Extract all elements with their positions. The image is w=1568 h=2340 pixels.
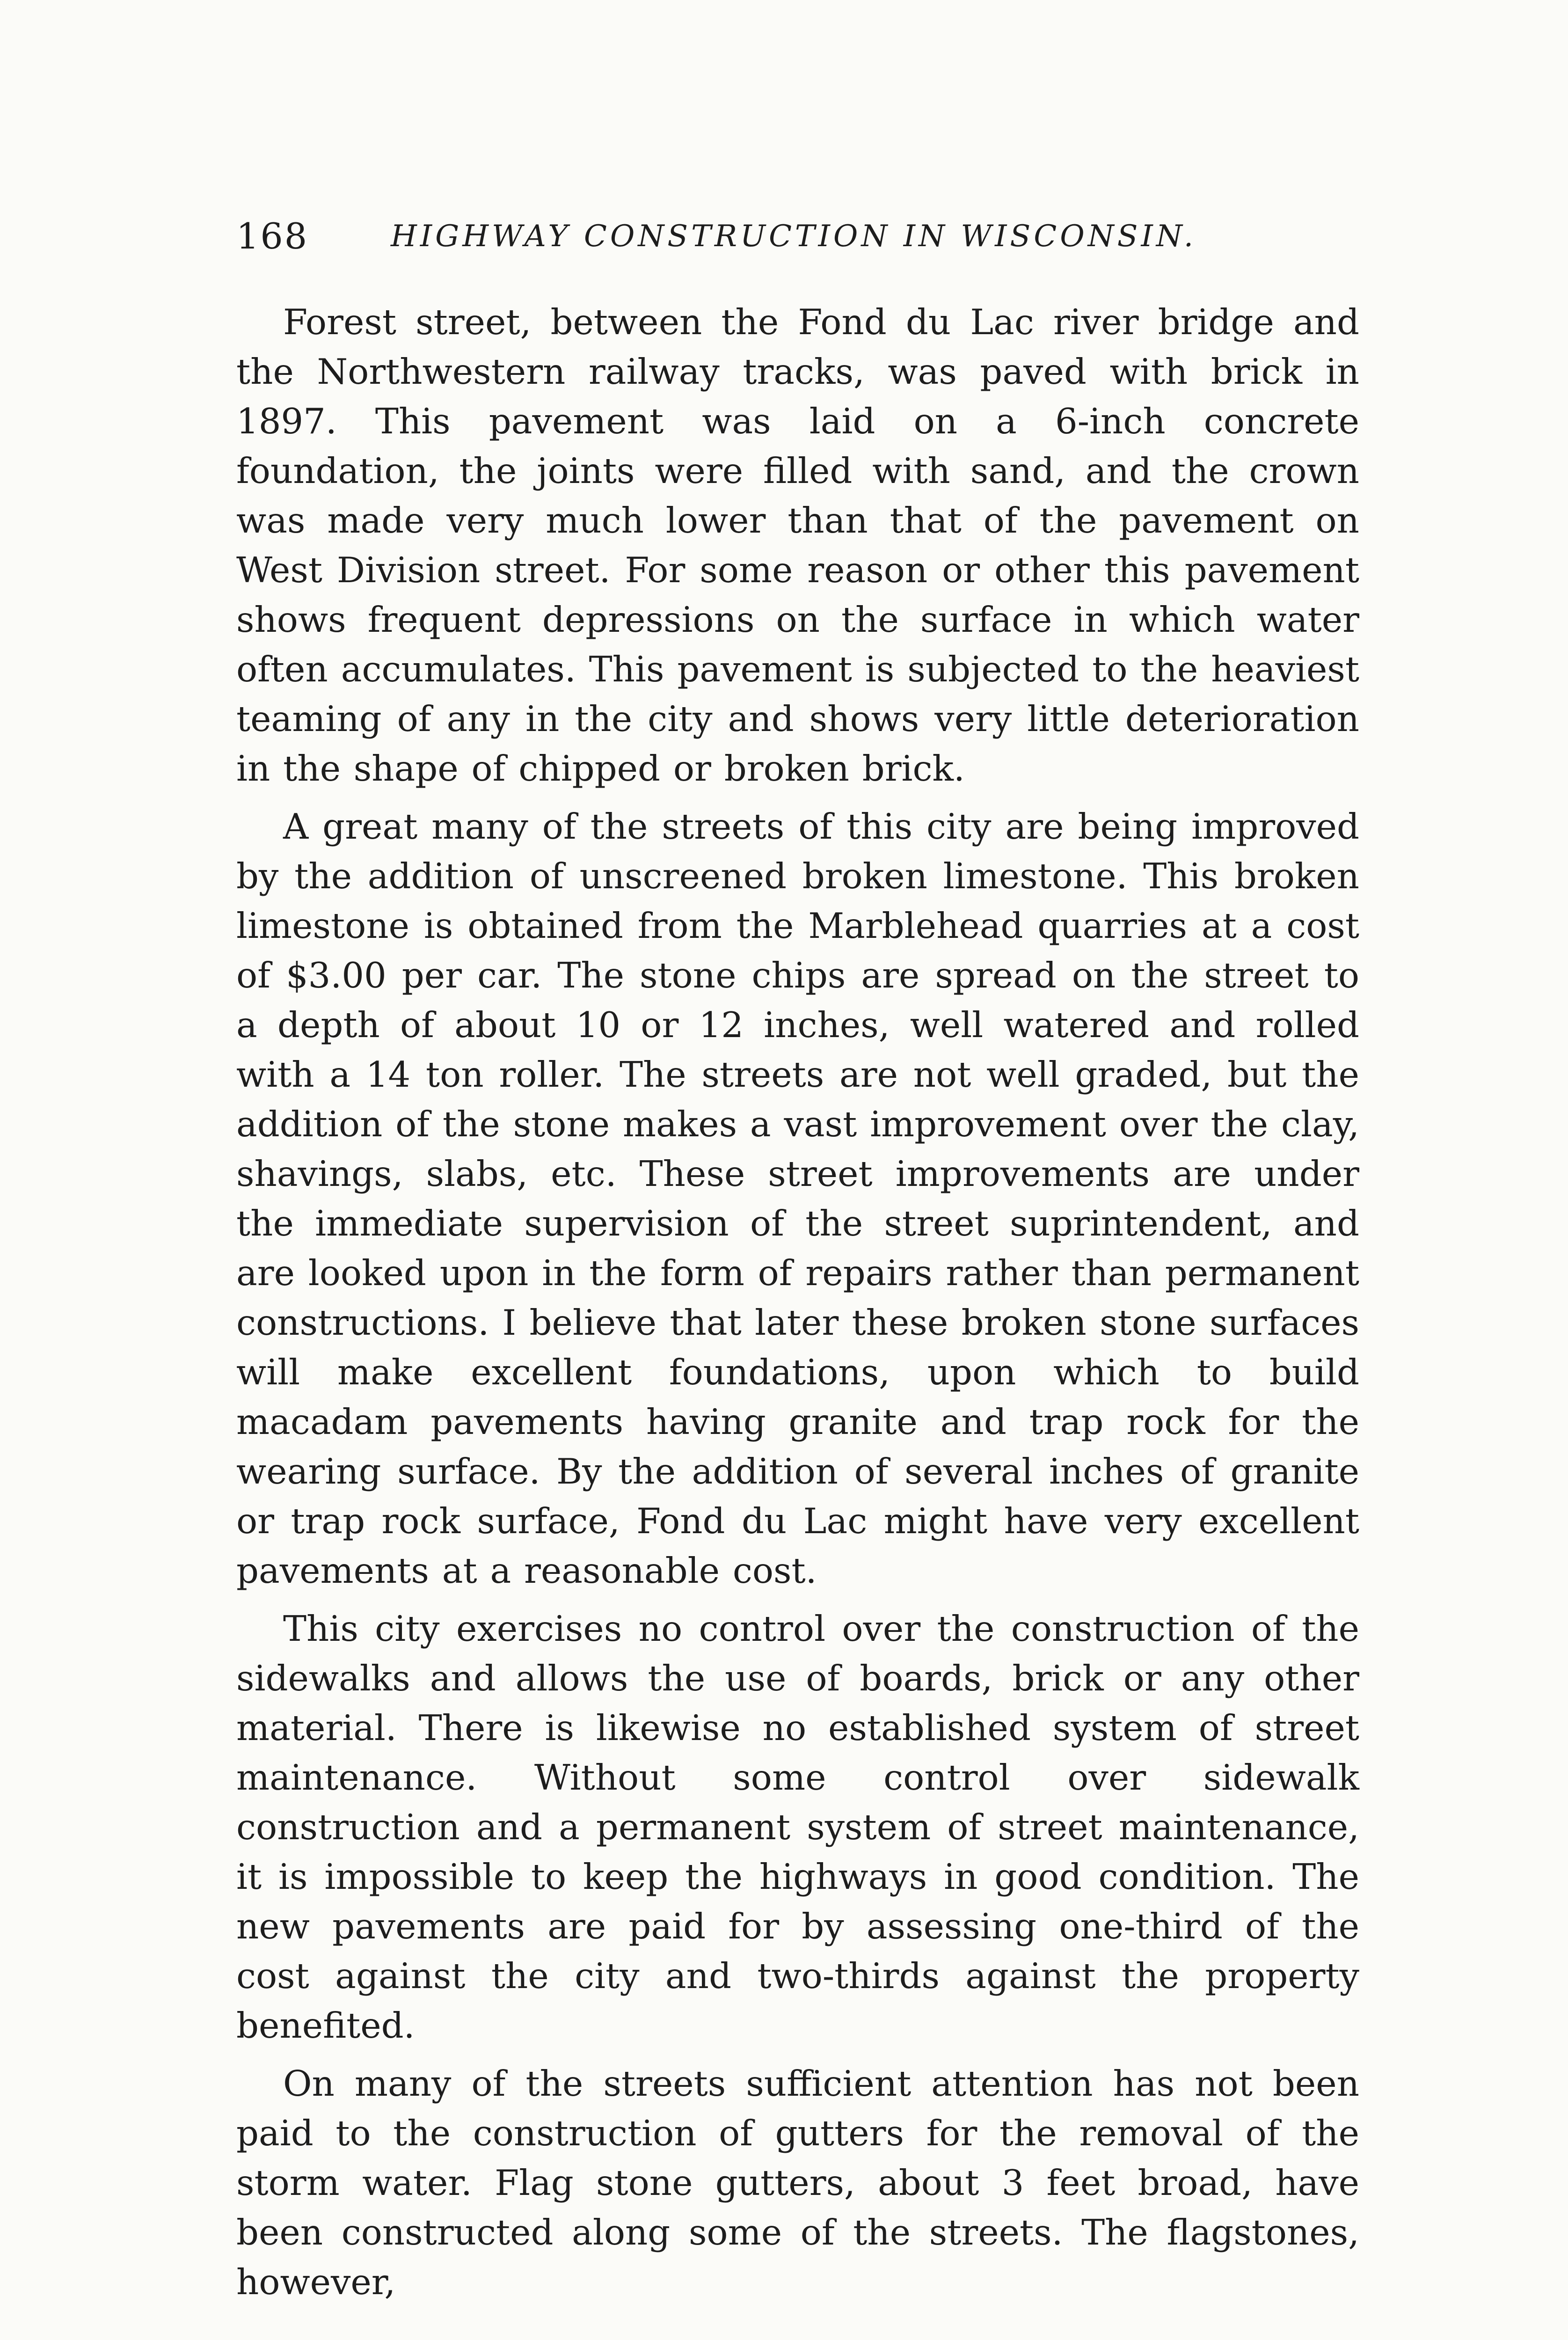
body-text	[236, 297, 1359, 2315]
page-number: 168	[236, 215, 309, 257]
paragraph-storm-water-gutters: On many of the streets sufficient attention has not been paid to the construction of gutters for the removal of the storm water. Flag stone gutters, about 3 feet broad, have been constructed along some of the streets. The flagstones, however,	[236, 2063, 1359, 2303]
paragraph-forest-street-pavement: Forest street, between the Fond du Lac river bridge and the Northwestern railway tracks, was paved with brick in 1897. This pavement was laid on a 6-inch concrete foundation, the joints were filled with sand, and the crown was made very much lower than that of the pavement on West Division street. For some reason or other this pavement shows frequent depressions on the surface in which water often accumulates. This pavement is subjected to the heaviest teaming of any in the city and shows very little deterioration in the shape of chipped or broken brick.	[236, 301, 1359, 789]
running-title: HIGHWAY CONSTRUCTION IN WISCONSIN.	[391, 219, 1197, 254]
running-head	[236, 213, 1359, 264]
paragraph-broken-limestone-improvements: A great many of the streets of this city are being improved by the addition of unscreened broken limestone. This broken limestone is obtained from the Marblehead quarries at a cost of $3.00 per car. The stone chips are spread on the street to a depth of about 10 or 12 inches, well watered and rolled with a 14 ton roller. The streets are not well graded, but the addition of the stone makes a vast improvement over the clay, shavings, slabs, etc. These street improvements are under the immediate supervision of the street suprintendent, and are looked upon in the form of repairs rather than permanent constructions. I believe that later these broken stone surfaces will make excellent foundations, upon which to build macadam pavements having granite and trap rock for the wearing surface. By the addition of several inches of granite or trap rock surface, Fond du Lac might have very excellent pavements at a reasonable cost.	[236, 806, 1359, 1591]
paragraph-sidewalk-control: This city exercises no control over the construction of the sidewalks and allows the use of boards, brick or any other material. There is likewise no established system of street maintenance. Without some control over sidewalk construction and a permanent system of street maintenance, it is impossible to keep the highways in good condition. The new pavements are paid for by assessing one-third of the cost against the city and two-thirds against the property benefited.	[236, 1608, 1359, 2046]
